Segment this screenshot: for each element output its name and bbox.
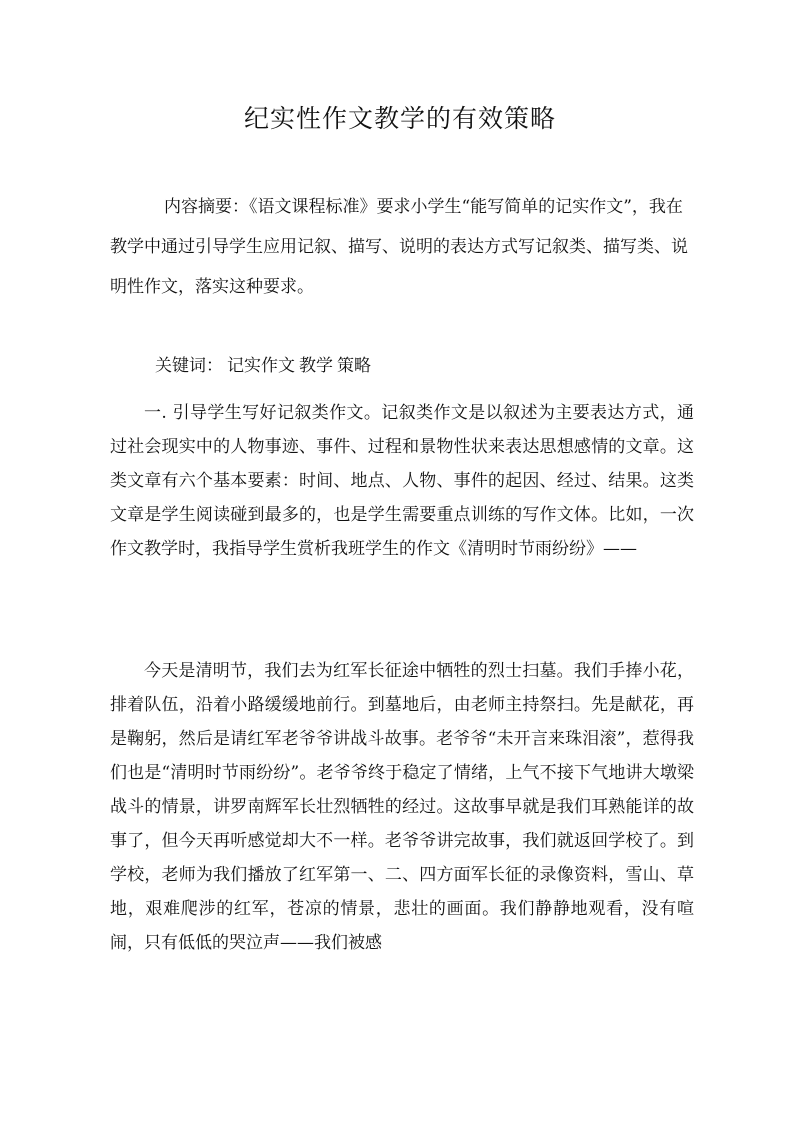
keyword-2: 教学: [299, 356, 333, 376]
keyword-3: 策略: [337, 356, 371, 376]
document-title: 纪实性作文教学的有效策略: [243, 104, 556, 133]
abstract: [110, 187, 694, 307]
keywords: [155, 351, 695, 381]
keywords-label: 关键词：: [155, 356, 223, 376]
body-paragraph-2: 今天是清明节，我们去为红军长征途中牺牲的烈士扫墓。我们手捧小花，排着队伍，沿着小路缓缓地前行。到墓地后，由老师主持祭扫。先是献花，再是鞠躬，然后是请红军老爷爷讲战斗故事。老爷爷“未开言来珠泪滚”，惹得我们也是“清明时节雨纷纷”。老爷爷终于稳定了情绪，上气不接下气地讲大墩梁战斗的情景，讲罗南辉军长壮烈牺牲的经过。这故事早就是我们耳熟能详的故事了，但今天再听感觉却大不一样。老爷爷讲完故事，我们就返回学校了。到学校，老师为我们播放了红军第一、二、四方面军长征的录像资料，雪山、草地，艰难爬涉的红军，苍凉的情景，悲壮的画面。我们静静地观看，没有喧闹，只有低低的哭泣声——我们被感: [110, 661, 694, 953]
abstract-text: 《语文课程标准》要求小学生“能写简单的记实作文”，我在教学中通过引导学生应用记叙、描写、说明的表达方式写记叙类、描写类、说明性作文，落实这种要求。: [110, 197, 688, 297]
abstract-label: 内容摘要：: [164, 197, 249, 217]
keyword-1: 记实作文: [227, 356, 295, 376]
body-paragraph-1: 一. 引导学生写好记叙类作文。记叙类作文是以叙述为主要表达方式，通过社会现实中的人物事迹、事件、过程和景物性状来表达思想感情的文章。这类文章有六个基本要素：时间、地点、人物、事件的起因、经过、结果。这类文章是学生阅读碰到最多的，也是学生需要重点训练的写作文体。比如，一次作文教学时，我指导学生赏析我班学生的作文《清明时节雨纷纷》——: [110, 403, 694, 559]
